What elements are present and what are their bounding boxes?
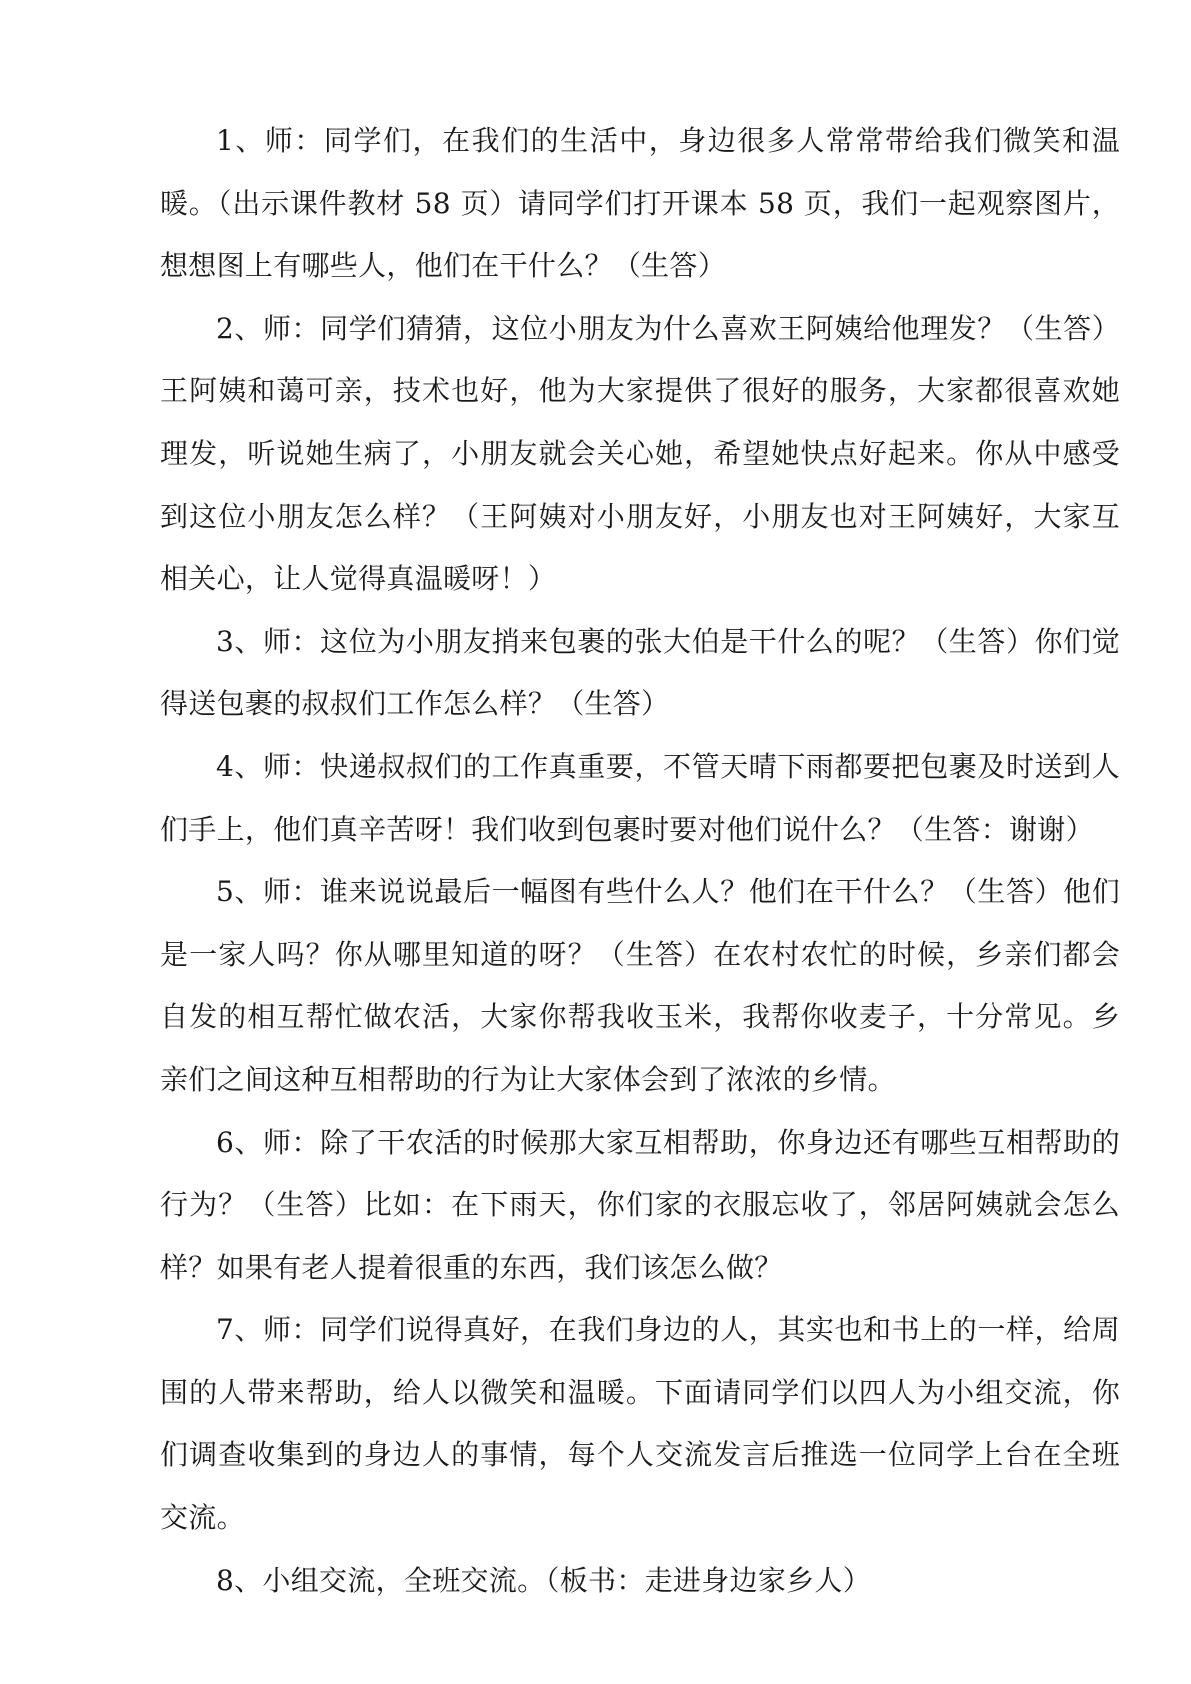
lesson-text-body: [160, 110, 1120, 1612]
paragraph-4: 4、师：快递叔叔们的工作真重要，不管天晴下雨都要把包裹及时送到人们手上，他们真辛苦呀！我们收到包裹时要对他们说什么？（生答：谢谢）: [160, 749, 1120, 846]
paragraph-3: 3、师：这位为小朋友捎来包裹的张大伯是干什么的呢？（生答）你们觉得送包裹的叔叔们工作怎么样？（生答）: [160, 624, 1120, 721]
paragraph-2: 2、师：同学们猜猜，这位小朋友为什么喜欢王阿姨给他理发？（生答）王阿姨和蔼可亲，技术也好，他为大家提供了很好的服务，大家都很喜欢她理发，听说她生病了，小朋友就会关心她，希望她快点好起来。你从中感受到这位小朋友怎么样？（王阿姨对小朋友好，小朋友也对王阿姨好，大家互相关心，让人觉得真温暖呀！）: [160, 311, 1120, 596]
paragraph-1: 1、师：同学们，在我们的生活中，身边很多人常常带给我们微笑和温暖。（出示课件教材 58 页）请同学们打开课本 58 页，我们一起观察图片，想想图上有哪些人，他们在干什么？（生答）: [160, 124, 1120, 283]
paragraph-8: 8、小组交流，全班交流。（板书：走进身边家乡人）: [216, 1563, 872, 1597]
paragraph-6: 6、师：除了干农活的时候那大家互相帮助，你身边还有哪些互相帮助的行为？（生答）比如：在下雨天，你们家的衣服忘收了，邻居阿姨就会怎么样？如果有老人提着很重的东西，我们该怎么做？: [160, 1125, 1120, 1284]
paragraph-5: 5、师：谁来说说最后一幅图有些什么人？他们在干什么？（生答）他们是一家人吗？你从哪里知道的呀？（生答）在农村农忙的时候，乡亲们都会自发的相互帮忙做农活，大家你帮我收玉米，我帮你收麦子，十分常见。乡亲们之间这种互相帮助的行为让大家体会到了浓浓的乡情。: [160, 875, 1120, 1096]
paragraph-7: 7、师：同学们说得真好，在我们身边的人，其实也和书上的一样，给周围的人带来帮助，给人以微笑和温暖。下面请同学们以四人为小组交流，你们调查收集到的身边人的事情，每个人交流发言后推选一位同学上台在全班交流。: [160, 1313, 1120, 1535]
